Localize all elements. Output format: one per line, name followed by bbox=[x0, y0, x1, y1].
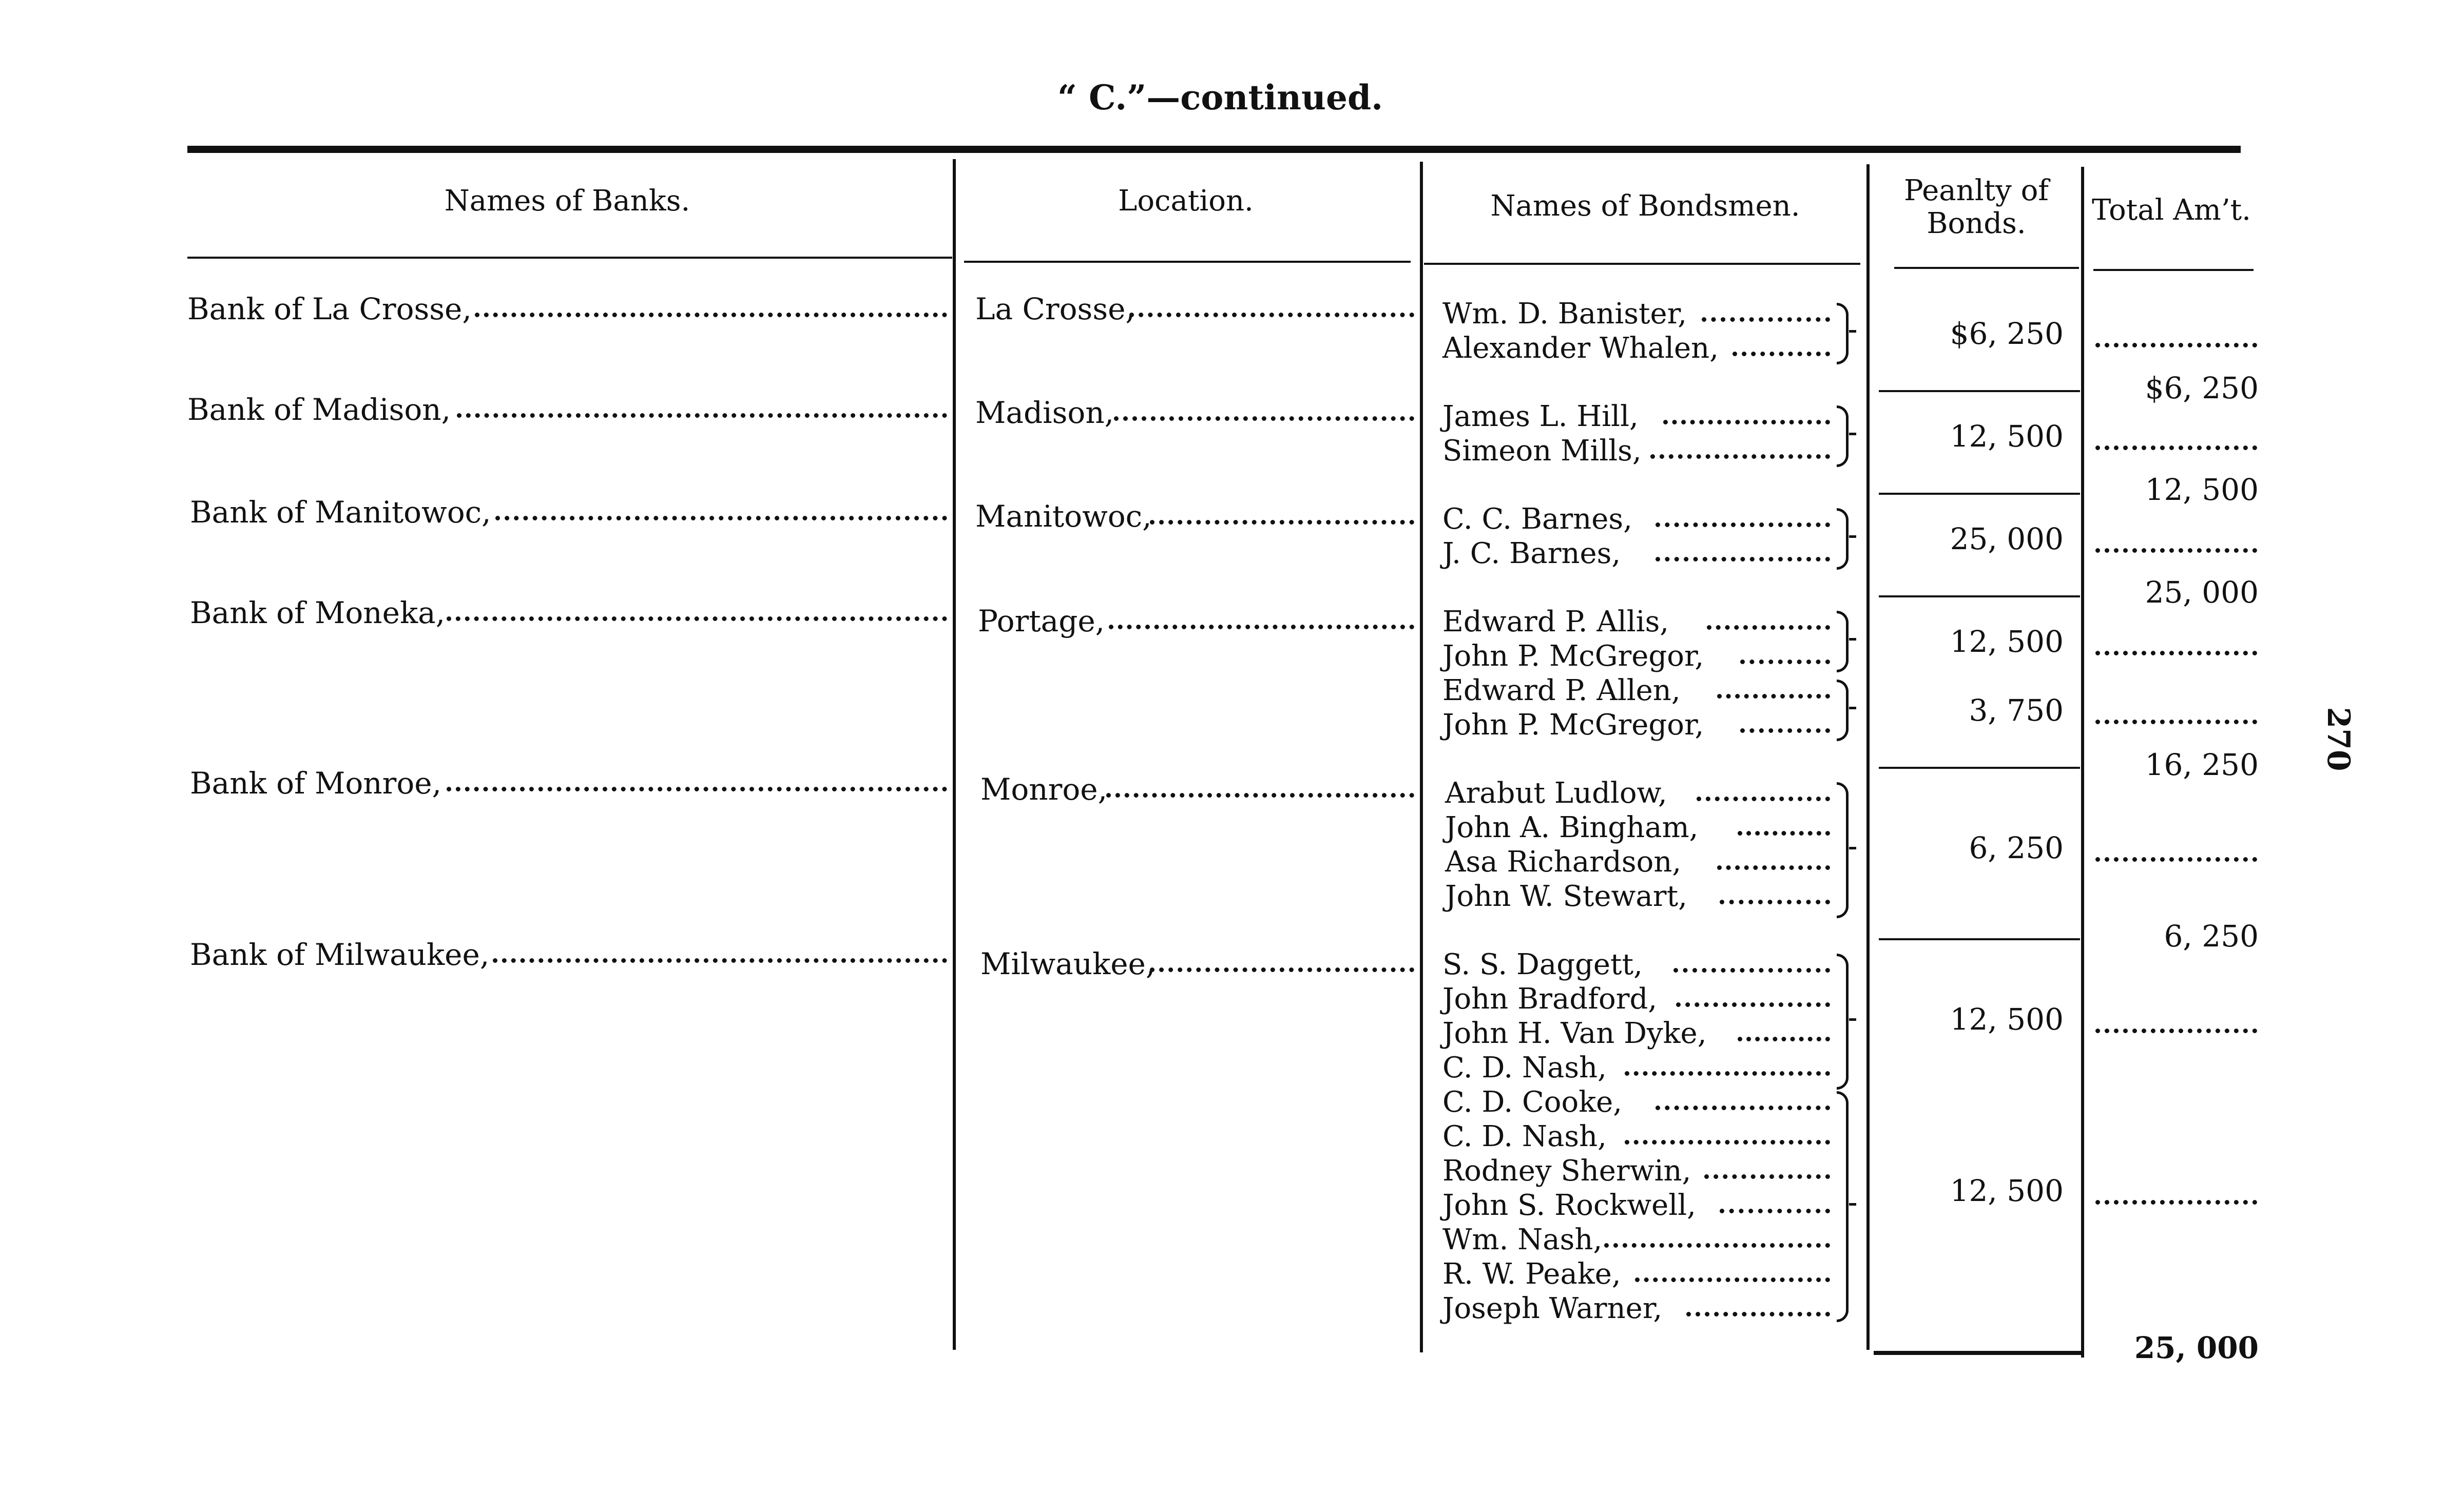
bondsman-leader bbox=[1697, 797, 1830, 801]
brace-icon bbox=[1837, 954, 1849, 1090]
brace-tip-icon bbox=[1849, 433, 1856, 435]
brace-icon bbox=[1837, 1091, 1849, 1322]
total-leader bbox=[2095, 857, 2257, 862]
total-amount: $6, 250 bbox=[2145, 371, 2259, 405]
brace-tip-icon bbox=[1849, 847, 1856, 849]
bondsman-name: S. S. Daggett, bbox=[1442, 948, 1643, 981]
penalty-amount: 12, 500 bbox=[1950, 1173, 2064, 1208]
total-leader bbox=[2095, 343, 2257, 347]
bondsman-name: Wm. Nash, bbox=[1442, 1223, 1603, 1256]
penalty-rule bbox=[1879, 938, 2080, 940]
bondsman-leader bbox=[1720, 1209, 1830, 1213]
bank-location: La Crosse, bbox=[975, 292, 1135, 326]
column-rule-3 bbox=[1866, 164, 1870, 1350]
bondsman-leader bbox=[1717, 865, 1830, 870]
header-penalty-line2: Bonds. bbox=[1927, 207, 2026, 240]
bondsman-leader bbox=[1625, 1140, 1830, 1145]
bondsman-name: C. D. Nash, bbox=[1442, 1120, 1607, 1153]
brace-tip-icon bbox=[1849, 1203, 1856, 1206]
bank-name: Bank of Madison, bbox=[187, 392, 451, 427]
bank-name: Bank of Monroe, bbox=[190, 766, 442, 801]
location-leader bbox=[1114, 416, 1414, 421]
bondsman-leader bbox=[1656, 522, 1830, 527]
header-rule-bondsmen bbox=[1424, 263, 1860, 265]
brace-icon bbox=[1837, 611, 1849, 672]
total-leader bbox=[2095, 1200, 2257, 1205]
brace-icon bbox=[1837, 508, 1849, 570]
brace-tip-icon bbox=[1849, 330, 1856, 333]
penalty-rule bbox=[1874, 1351, 2081, 1355]
bondsman-name: R. W. Peake, bbox=[1442, 1257, 1621, 1291]
brace-tip-icon bbox=[1849, 535, 1856, 538]
bondsman-name: John S. Rockwell, bbox=[1442, 1189, 1696, 1222]
bondsman-name: John H. Van Dyke, bbox=[1442, 1017, 1707, 1050]
brace-icon bbox=[1837, 680, 1849, 741]
bank-location: Milwaukee, bbox=[980, 946, 1156, 981]
total-amount: 25, 000 bbox=[2134, 1330, 2259, 1365]
brace-tip-icon bbox=[1849, 1018, 1856, 1021]
bank-leader bbox=[493, 958, 947, 963]
penalty-rule bbox=[1879, 767, 2080, 769]
total-leader bbox=[2095, 651, 2257, 655]
penalty-amount: 6, 250 bbox=[1969, 830, 2064, 865]
bondsman-name: C. C. Barnes, bbox=[1442, 502, 1632, 536]
bondsman-name: John Bradford, bbox=[1442, 982, 1658, 1016]
bondsman-name: Edward P. Allis, bbox=[1442, 605, 1669, 638]
total-amount: 12, 500 bbox=[2145, 472, 2259, 507]
bondsman-leader bbox=[1738, 831, 1830, 836]
penalty-amount: 12, 500 bbox=[1950, 624, 2064, 659]
bank-location: Portage, bbox=[978, 604, 1105, 638]
location-leader bbox=[1129, 313, 1414, 317]
column-rule-1 bbox=[953, 159, 956, 1350]
header-bondsmen: Names of Bondsmen. bbox=[1490, 189, 1800, 223]
bondsman-leader bbox=[1676, 1002, 1830, 1007]
bondsman-leader bbox=[1656, 1106, 1830, 1110]
bank-leader bbox=[457, 413, 947, 418]
location-leader bbox=[1106, 793, 1414, 798]
column-rule-2 bbox=[1420, 162, 1423, 1352]
bank-location: Monroe, bbox=[980, 772, 1108, 807]
bondsman-name: Joseph Warner, bbox=[1442, 1292, 1663, 1325]
bondsman-name: Rodney Sherwin, bbox=[1442, 1154, 1691, 1188]
bank-name: Bank of Milwaukee, bbox=[190, 937, 490, 972]
total-leader bbox=[2095, 548, 2257, 553]
bank-leader bbox=[447, 787, 947, 791]
bank-name: Bank of La Crosse, bbox=[187, 292, 472, 326]
bondsman-leader bbox=[1707, 625, 1830, 630]
bondsman-name: Alexander Whalen, bbox=[1442, 332, 1719, 365]
bondsman-leader bbox=[1720, 900, 1830, 904]
bondsman-leader bbox=[1740, 660, 1830, 664]
bondsman-leader bbox=[1732, 352, 1830, 356]
bondsman-leader bbox=[1663, 420, 1830, 424]
bank-location: Madison, bbox=[975, 395, 1114, 430]
penalty-rule bbox=[1879, 595, 2080, 597]
total-amount: 6, 250 bbox=[2164, 919, 2259, 954]
location-leader bbox=[1109, 625, 1414, 629]
bondsman-name: James L. Hill, bbox=[1442, 400, 1639, 433]
bank-name: Bank of Moneka, bbox=[190, 595, 446, 630]
brace-icon bbox=[1837, 782, 1849, 918]
total-leader bbox=[2095, 445, 2257, 450]
location-leader bbox=[1150, 967, 1414, 972]
total-amount: 25, 000 bbox=[2145, 575, 2259, 610]
bondsman-leader bbox=[1717, 694, 1830, 699]
total-amount: 16, 250 bbox=[2145, 747, 2259, 782]
bondsman-leader bbox=[1656, 557, 1830, 561]
bondsman-leader bbox=[1635, 1277, 1830, 1282]
bondsman-leader bbox=[1604, 1243, 1830, 1248]
bondsman-name: J. C. Barnes, bbox=[1442, 537, 1621, 570]
bondsman-leader bbox=[1650, 454, 1830, 459]
location-leader bbox=[1150, 520, 1414, 525]
penalty-amount: 12, 500 bbox=[1950, 1002, 2064, 1037]
page-title: “ C.”—continued. bbox=[1057, 78, 1383, 118]
penalty-amount: $6, 250 bbox=[1950, 316, 2064, 351]
bondsman-leader bbox=[1625, 1071, 1830, 1076]
bondsman-leader bbox=[1740, 728, 1830, 733]
bondsman-name: Arabut Ludlow, bbox=[1445, 777, 1667, 810]
total-leader bbox=[2095, 1029, 2257, 1033]
bondsman-name: John P. McGregor, bbox=[1442, 640, 1704, 673]
header-rule-total bbox=[2093, 269, 2254, 271]
header-rule-location bbox=[964, 261, 1411, 263]
bondsman-leader bbox=[1673, 968, 1830, 973]
brace-tip-icon bbox=[1849, 707, 1856, 709]
bondsman-name: John W. Stewart, bbox=[1445, 880, 1687, 913]
bank-location: Manitowoc, bbox=[975, 499, 1152, 534]
bank-leader bbox=[475, 313, 947, 317]
header-bank: Names of Banks. bbox=[444, 184, 690, 218]
brace-icon bbox=[1837, 303, 1849, 364]
bondsman-name: C. D. Cooke, bbox=[1442, 1086, 1623, 1119]
penalty-amount: 3, 750 bbox=[1969, 693, 2064, 728]
bondsman-leader bbox=[1704, 1174, 1830, 1179]
penalty-rule bbox=[1879, 493, 2080, 495]
bank-name: Bank of Manitowoc, bbox=[190, 495, 491, 530]
bondsman-name: Simeon Mills, bbox=[1442, 434, 1642, 468]
bondsman-leader bbox=[1686, 1312, 1830, 1316]
header-location: Location. bbox=[1118, 184, 1254, 218]
penalty-rule bbox=[1879, 390, 2080, 392]
bondsman-leader bbox=[1738, 1037, 1830, 1041]
bondsman-leader bbox=[1702, 317, 1830, 322]
bondsman-name: John P. McGregor, bbox=[1442, 708, 1704, 742]
penalty-amount: 12, 500 bbox=[1950, 419, 2064, 454]
header-rule-penalty bbox=[1894, 267, 2079, 269]
bank-leader bbox=[495, 516, 947, 520]
page-number: 270 bbox=[2320, 707, 2356, 771]
bondsman-name: Edward P. Allen, bbox=[1442, 674, 1681, 707]
brace-icon bbox=[1837, 405, 1849, 467]
penalty-amount: 25, 000 bbox=[1950, 521, 2064, 556]
bondsman-name: C. D. Nash, bbox=[1442, 1051, 1607, 1084]
total-leader bbox=[2095, 720, 2257, 724]
brace-tip-icon bbox=[1849, 638, 1856, 641]
header-penalty-line1: Peanlty of bbox=[1903, 174, 2049, 207]
bondsman-name: Wm. D. Banister, bbox=[1442, 297, 1687, 331]
top-rule bbox=[187, 146, 2241, 153]
bondsman-name: John A. Bingham, bbox=[1445, 811, 1699, 844]
bondsman-name: Asa Richardson, bbox=[1445, 845, 1682, 879]
header-rule-bank bbox=[187, 257, 952, 259]
bank-leader bbox=[447, 616, 947, 621]
header-total: Total Am’t. bbox=[2092, 193, 2251, 227]
